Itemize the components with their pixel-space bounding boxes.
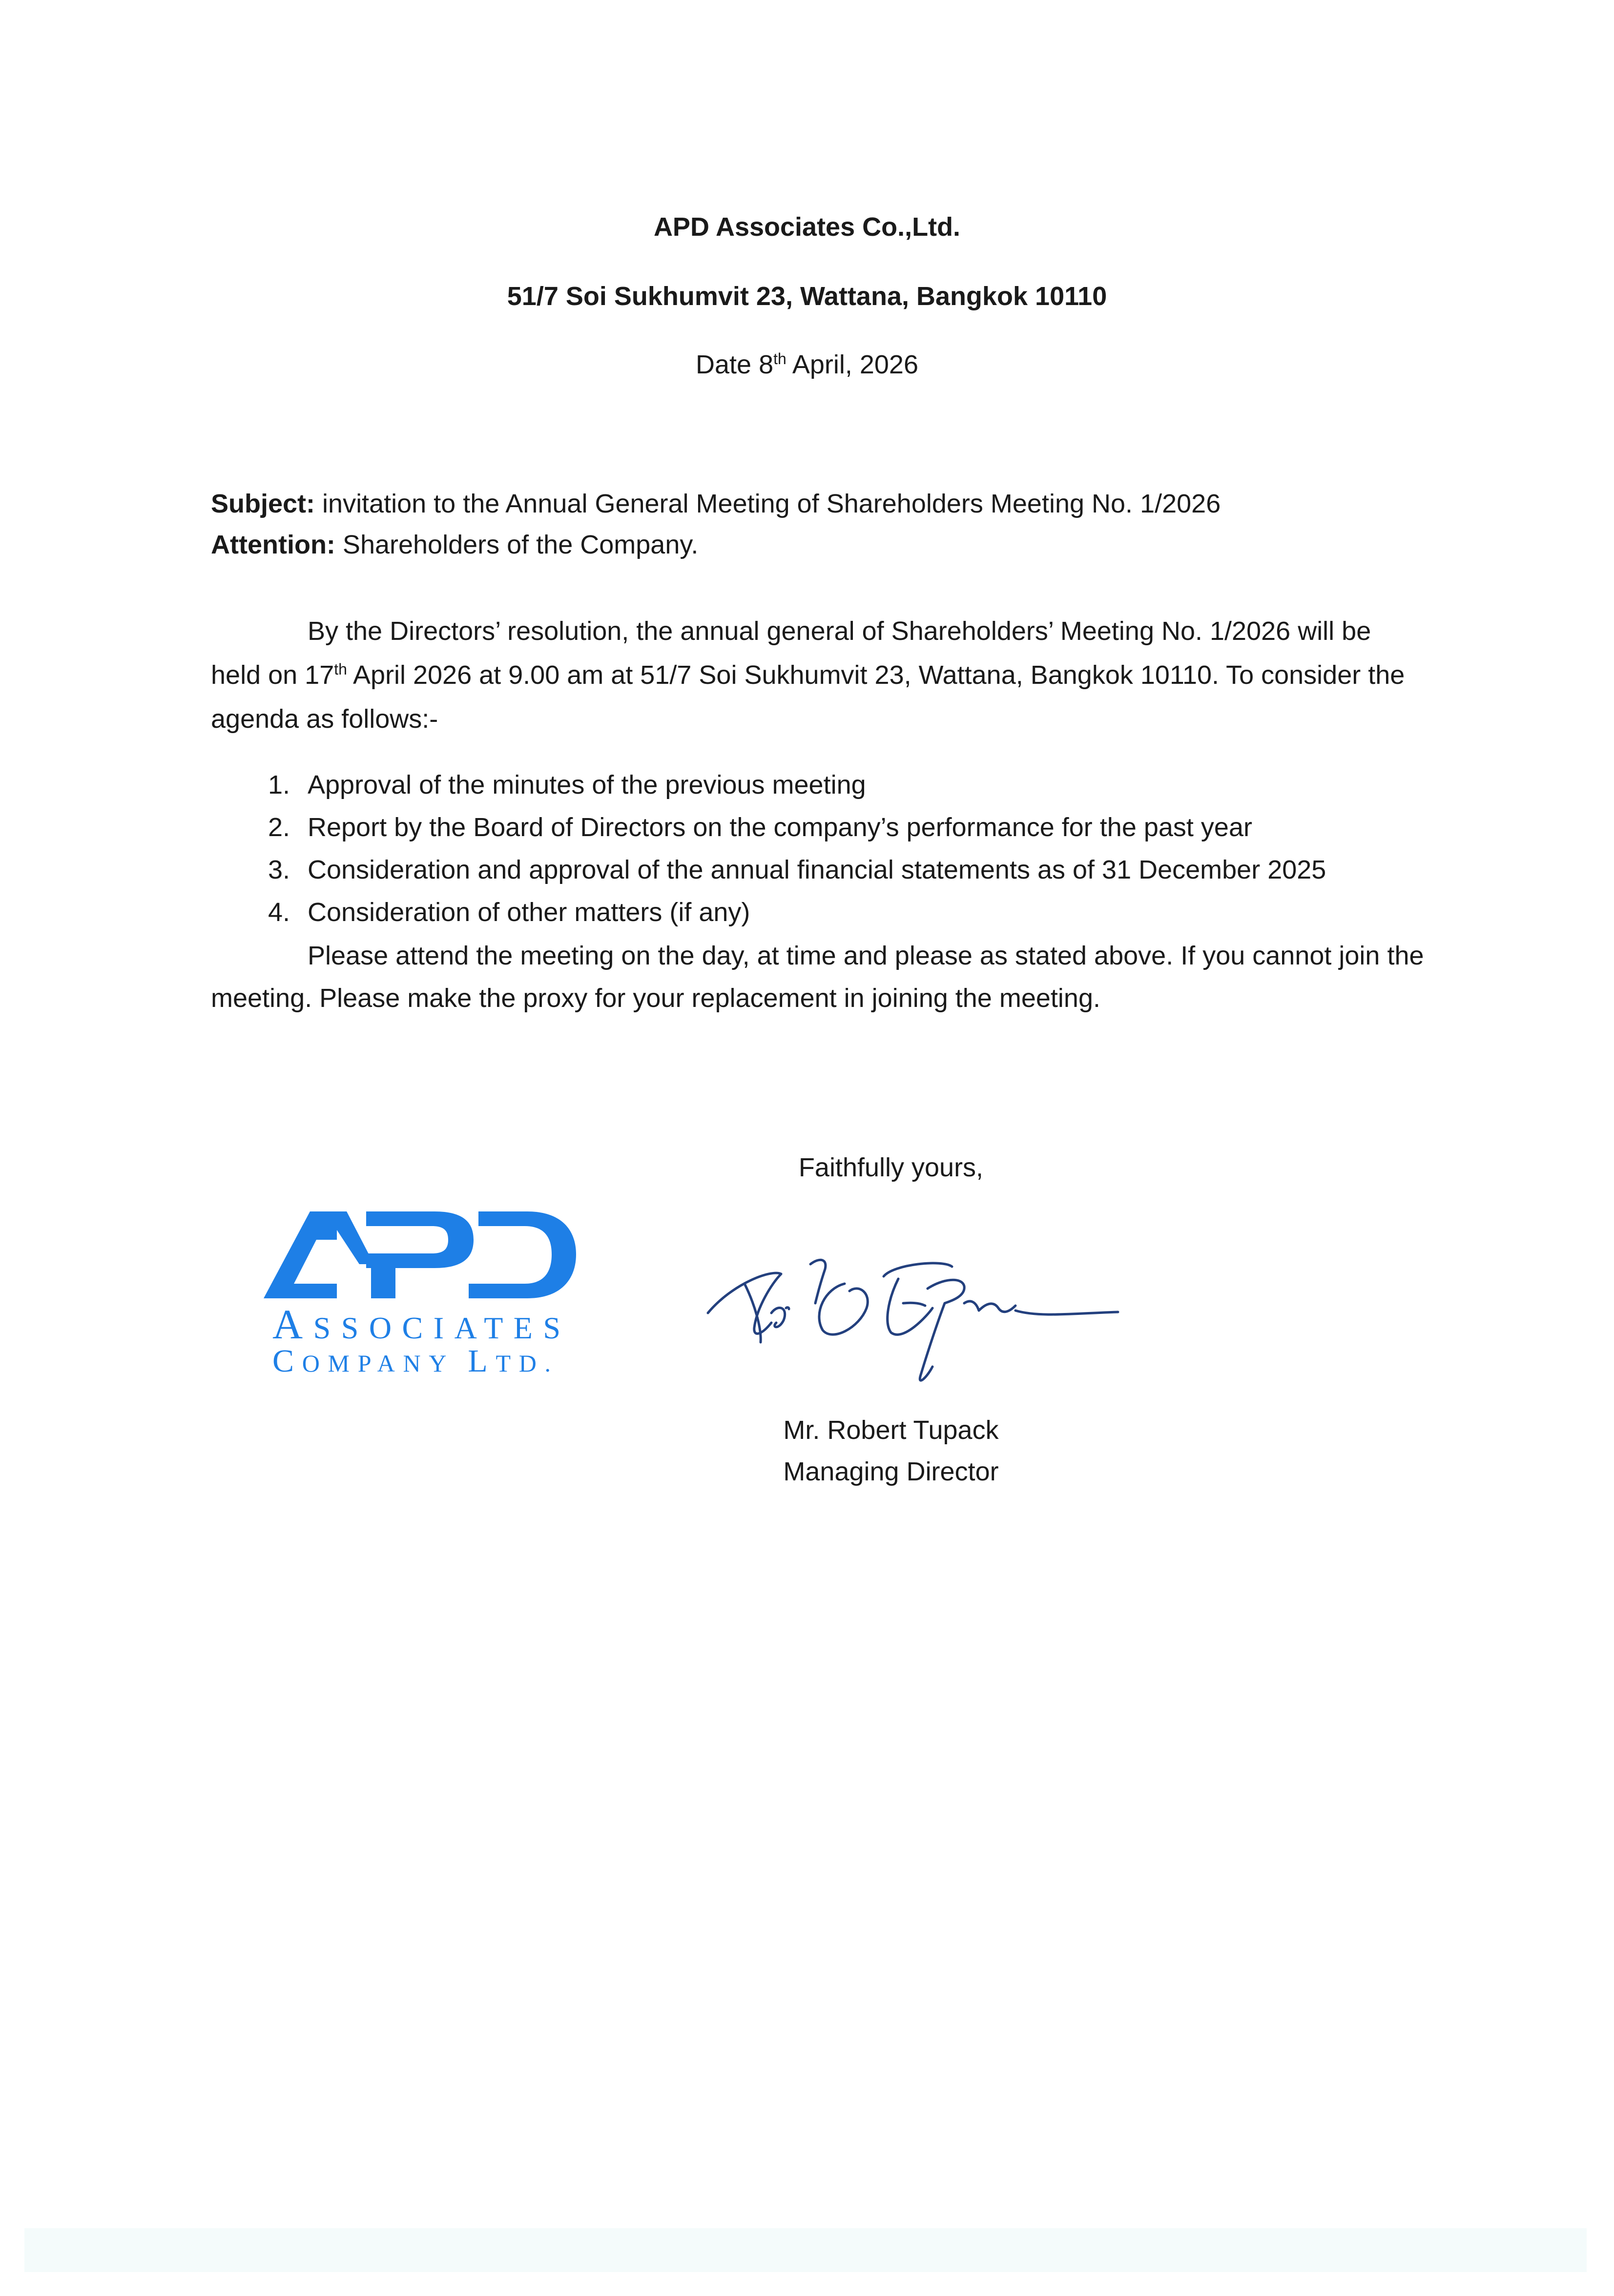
signatory-title: Managing Director	[783, 1457, 999, 1486]
closing-paragraph	[211, 935, 1480, 1020]
agenda-item	[211, 764, 1480, 806]
agenda-text: Consideration and approval of the annual financial statements as of 31 December 2025	[308, 855, 1326, 884]
salutation: Faithfully yours,	[798, 1153, 984, 1182]
body-line-1: By the Directors’ resolution, the annual general of Shareholders’ Meeting No. 1/2026 will be	[308, 616, 1371, 646]
meeting-date-ordinal: th	[334, 660, 347, 678]
signatory-name: Mr. Robert Tupack	[783, 1415, 999, 1445]
logo-line-1: A SSOCIATES	[272, 1301, 560, 1348]
closing-line-2: meeting. Please make the proxy for your replacement in joining the meeting.	[211, 984, 1100, 1013]
body-line-3: agenda as follows:-	[211, 704, 438, 734]
agenda-text: Approval of the minutes of the previous meeting	[308, 770, 866, 800]
date-text: Date 8	[696, 350, 774, 379]
agenda-text: Report by the Board of Directors on the company’s performance for the past year	[308, 813, 1252, 842]
subject-attention-block	[211, 483, 1480, 565]
company-address: 51/7 Soi Sukhumvit 23, Wattana, Bangkok 10110	[507, 282, 1107, 311]
closing-line-1: Please attend the meeting on the day, at time and please as stated above. If you cannot join the	[308, 941, 1424, 970]
agenda-item	[211, 891, 1480, 934]
agenda-number: 1.	[268, 770, 290, 800]
attention-line	[211, 524, 1480, 565]
meeting-details: April 2026 at 9.00 am at 51/7 Soi Sukhumvit 23, Wattana, Bangkok 10110. To consider the	[347, 660, 1405, 690]
signature	[698, 1230, 1128, 1406]
date-month-year: April, 2026	[786, 350, 918, 379]
attention-label: Attention:	[211, 530, 335, 559]
company-name: APD Associates Co.,Ltd.	[653, 212, 961, 242]
agenda-number: 4.	[268, 898, 290, 927]
agenda-number: 2.	[268, 813, 290, 842]
subject-text: invitation to the Annual General Meeting of Shareholders Meeting No. 1/2026	[315, 489, 1221, 518]
attention-text: Shareholders of the Company.	[335, 530, 699, 559]
agenda-number: 3.	[268, 855, 290, 884]
subject-line	[211, 483, 1480, 524]
subject-label: Subject:	[211, 489, 315, 518]
agenda-item	[211, 849, 1480, 891]
scan-edge-strip	[24, 2228, 1587, 2272]
agenda-text: Consideration of other matters (if any)	[308, 898, 750, 927]
logo-mark	[264, 1211, 576, 1298]
company-logo	[264, 1210, 576, 1376]
date-ordinal: th	[773, 350, 786, 368]
letter-date	[0, 348, 1614, 382]
body-line-2	[211, 653, 1480, 697]
logo-line-2: C OMPANY L TD.	[272, 1343, 551, 1376]
agenda-item	[211, 806, 1480, 849]
body-paragraph	[211, 609, 1480, 741]
meeting-date-text: held on 17	[211, 660, 334, 690]
agenda-list	[211, 764, 1480, 934]
